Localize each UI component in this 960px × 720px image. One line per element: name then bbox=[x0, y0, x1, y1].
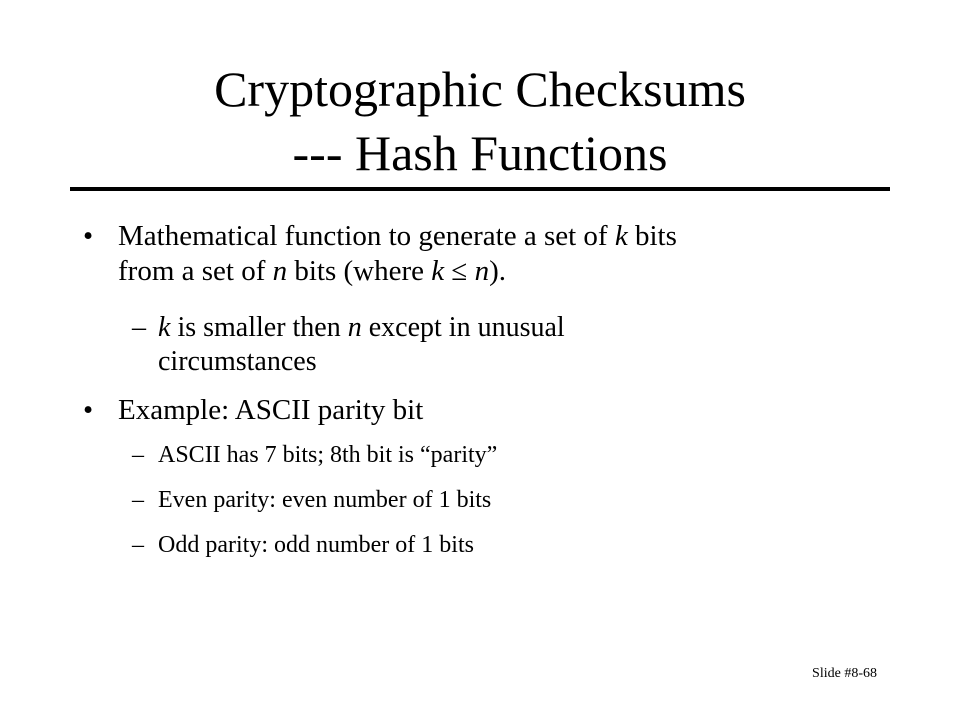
sub-bullet-1-1-line-1 bbox=[158, 311, 872, 345]
variable-n: n bbox=[347, 312, 362, 343]
bullet-item-1 bbox=[83, 219, 863, 289]
variable-n: n bbox=[272, 255, 288, 287]
variable-k: k bbox=[614, 220, 628, 252]
bullet-item-2 bbox=[83, 393, 863, 428]
sub-bullet-marker: – bbox=[132, 487, 144, 513]
bullet-1-line-1 bbox=[118, 219, 863, 254]
bullet-1-text: Mathematical function to generate a set of bbox=[118, 220, 615, 252]
sub-bullet-text: except in unusual bbox=[361, 312, 565, 343]
sub-bullet-2-2 bbox=[132, 485, 872, 515]
variable-k: k bbox=[158, 312, 171, 343]
sub-bullet-2-1 bbox=[132, 440, 872, 470]
bullet-2-text: Example: ASCII parity bit bbox=[118, 394, 424, 426]
sub-bullet-text: Even parity: even number of 1 bits bbox=[158, 487, 492, 513]
sub-bullet-text: is smaller then bbox=[170, 312, 348, 343]
sub-bullet-2-3 bbox=[132, 530, 872, 560]
sub-bullet-marker: – bbox=[132, 442, 144, 468]
sub-bullet-text: Odd parity: odd number of 1 bits bbox=[158, 532, 474, 558]
bullet-marker: • bbox=[83, 394, 94, 426]
sub-bullet-marker: – bbox=[132, 312, 146, 343]
title-underline-rule bbox=[70, 187, 890, 191]
variable-k: k bbox=[431, 255, 445, 287]
sub-bullet-text: ASCII has 7 bits; 8th bit is “parity” bbox=[158, 442, 498, 468]
bullet-1-text: ≤ bbox=[444, 255, 475, 287]
sub-bullet-1-1-line-2: circumstances bbox=[158, 346, 317, 377]
slide-title-line-1: Cryptographic Checksums bbox=[214, 61, 746, 117]
slide-title-line-2: --- Hash Functions bbox=[292, 125, 668, 181]
bullet-1-text: ). bbox=[489, 255, 506, 287]
bullet-1-line-2 bbox=[118, 254, 863, 289]
slide-title bbox=[60, 57, 900, 185]
slide-number: Slide #8-68 bbox=[812, 666, 877, 681]
sub-bullet-1-1 bbox=[132, 311, 872, 379]
bullet-1-text: from a set of bbox=[118, 255, 273, 287]
bullet-1-text: bits bbox=[627, 220, 677, 252]
variable-n: n bbox=[474, 255, 490, 287]
sub-bullet-marker: – bbox=[132, 532, 144, 558]
bullet-marker: • bbox=[83, 220, 94, 252]
bullet-1-text: bits (where bbox=[287, 255, 432, 287]
